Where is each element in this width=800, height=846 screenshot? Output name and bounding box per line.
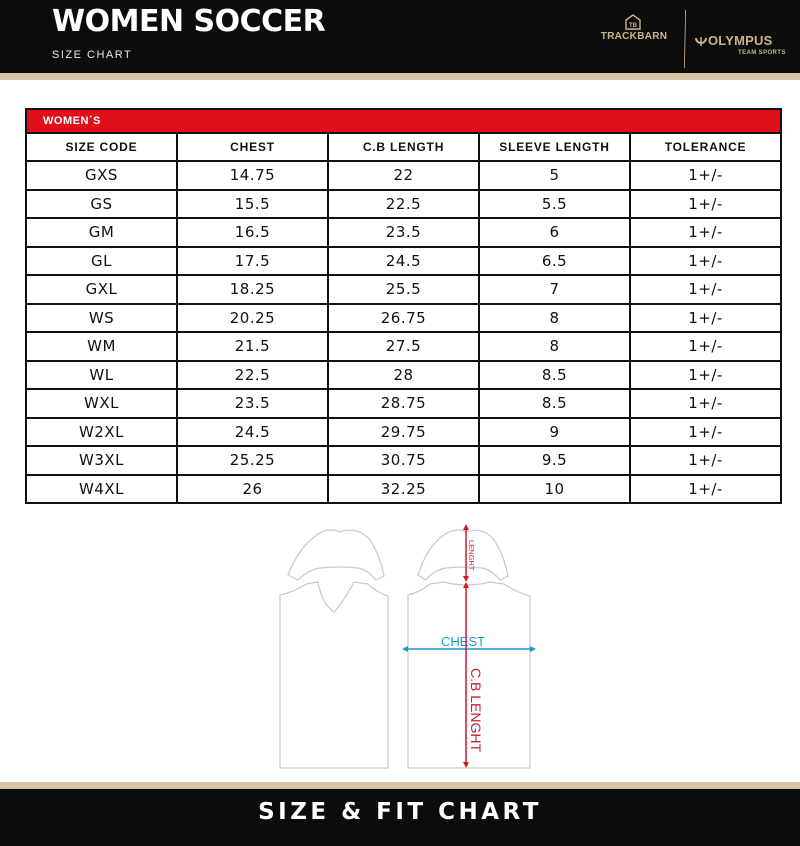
olympus-logo (694, 30, 794, 60)
column-header: C.B LENGTH (328, 133, 479, 161)
table-cell: 22 (328, 161, 479, 190)
logo-divider (684, 10, 686, 68)
chest-label: CHEST (441, 634, 486, 649)
footer-gold-stripe (0, 782, 800, 789)
table-row (26, 361, 781, 390)
table-row (26, 446, 781, 475)
table-cell: 9 (479, 418, 630, 447)
size-table (25, 108, 782, 504)
table-cell: 32.25 (328, 475, 479, 504)
olympus-logo-text: OLYMPUS (708, 33, 773, 48)
table-row (26, 275, 781, 304)
table-section-row (26, 109, 781, 133)
table-cell: 24.5 (177, 418, 328, 447)
column-header: SLEEVE LENGTH (479, 133, 630, 161)
section-label: WOMEN´S (26, 109, 781, 133)
table-cell: 1+/- (630, 389, 781, 418)
table-cell: 20.25 (177, 304, 328, 333)
table-cell: WL (26, 361, 177, 390)
table-cell: WXL (26, 389, 177, 418)
column-header: SIZE CODE (26, 133, 177, 161)
table-cell: 26 (177, 475, 328, 504)
header-gold-stripe (0, 73, 800, 80)
table-cell: 28 (328, 361, 479, 390)
table-row (26, 190, 781, 219)
table-cell: 1+/- (630, 475, 781, 504)
table-cell: 9.5 (479, 446, 630, 475)
table-cell: 1+/- (630, 332, 781, 361)
table-cell: 24.5 (328, 247, 479, 276)
cb-length-label: C.B LENGHT (468, 668, 484, 753)
table-cell: 8 (479, 332, 630, 361)
table-row (26, 218, 781, 247)
table-cell: 8.5 (479, 361, 630, 390)
front-sleeve-outline (288, 530, 384, 580)
table-cell: 30.75 (328, 446, 479, 475)
table-cell: 6 (479, 218, 630, 247)
trackbarn-shield-icon (624, 14, 642, 30)
column-header: TOLERANCE (630, 133, 781, 161)
table-row (26, 332, 781, 361)
table-cell: 6.5 (479, 247, 630, 276)
sleeve-length-label: LENGHT (467, 540, 476, 571)
footer-title: SIZE & FIT CHART (258, 799, 542, 825)
table-cell: 25.25 (177, 446, 328, 475)
table-cell: WM (26, 332, 177, 361)
table-cell: 21.5 (177, 332, 328, 361)
table-body (26, 161, 781, 503)
olympus-crescent-icon (694, 34, 708, 48)
page-subtitle: SIZE CHART (52, 49, 133, 61)
table-row (26, 418, 781, 447)
table-cell: 10 (479, 475, 630, 504)
table-row (26, 161, 781, 190)
table-cell: 25.5 (328, 275, 479, 304)
table-cell: 7 (479, 275, 630, 304)
header-banner (0, 0, 800, 73)
table-cell: W3XL (26, 446, 177, 475)
table-cell: 1+/- (630, 304, 781, 333)
table-cell: GM (26, 218, 177, 247)
table-cell: 28.75 (328, 389, 479, 418)
table-cell: GXL (26, 275, 177, 304)
trackbarn-logo (596, 14, 672, 44)
table-cell: 1+/- (630, 361, 781, 390)
table-cell: 1+/- (630, 418, 781, 447)
table-row (26, 475, 781, 504)
table-cell: 5 (479, 161, 630, 190)
table-cell: 1+/- (630, 218, 781, 247)
table-cell: 1+/- (630, 161, 781, 190)
table-cell: 22.5 (328, 190, 479, 219)
page-title: WOMEN SOCCER (52, 4, 326, 39)
table-cell: 15.5 (177, 190, 328, 219)
back-sleeve-outline (418, 530, 508, 580)
garment-diagram (268, 520, 548, 780)
table-cell: 1+/- (630, 190, 781, 219)
table-cell: 8.5 (479, 389, 630, 418)
table-cell: 17.5 (177, 247, 328, 276)
table-cell: GS (26, 190, 177, 219)
table-cell: 16.5 (177, 218, 328, 247)
front-body-outline (280, 582, 388, 768)
table-cell: 26.75 (328, 304, 479, 333)
table-cell: 14.75 (177, 161, 328, 190)
table-cell: 18.25 (177, 275, 328, 304)
table-cell: W2XL (26, 418, 177, 447)
table-cell: 8 (479, 304, 630, 333)
table-cell: 1+/- (630, 247, 781, 276)
table-cell: 23.5 (328, 218, 479, 247)
table-cell: 1+/- (630, 275, 781, 304)
trackbarn-mark-text: TB (629, 23, 637, 29)
table-cell: 27.5 (328, 332, 479, 361)
table-row (26, 304, 781, 333)
olympus-logo-subtext: TEAM SPORTS (738, 50, 786, 56)
table-cell: WS (26, 304, 177, 333)
table-cell: GL (26, 247, 177, 276)
table-cell: 1+/- (630, 446, 781, 475)
table-cell: 23.5 (177, 389, 328, 418)
footer-banner (0, 789, 800, 846)
column-header: CHEST (177, 133, 328, 161)
table-cell: 29.75 (328, 418, 479, 447)
trackbarn-logo-text: TRACKBARN (600, 31, 668, 42)
table-cell: 5.5 (479, 190, 630, 219)
table-row (26, 247, 781, 276)
table-row (26, 389, 781, 418)
table-cell: GXS (26, 161, 177, 190)
table-header-row (26, 133, 781, 161)
table-cell: 22.5 (177, 361, 328, 390)
table-cell: W4XL (26, 475, 177, 504)
